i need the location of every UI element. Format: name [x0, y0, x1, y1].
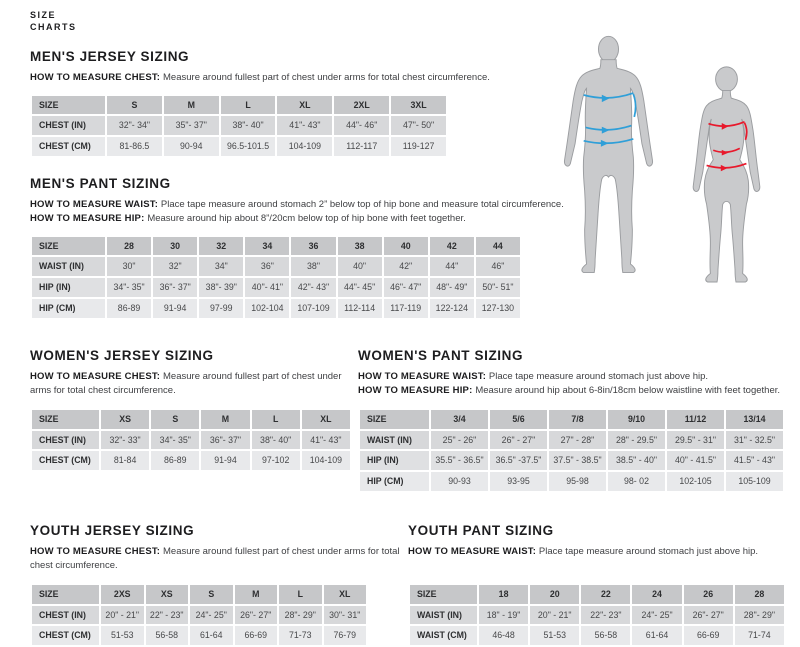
table-cell: 117-119 — [383, 298, 429, 319]
column-header: 18 — [478, 584, 529, 605]
table-cell: 42" — [383, 256, 429, 277]
male-silhouette — [556, 34, 661, 282]
measure-instructions — [408, 545, 786, 575]
size-column-header: SIZE — [31, 236, 106, 257]
section-youth-jersey — [30, 523, 408, 647]
table-cell: 34"- 35" — [150, 430, 200, 451]
table-row — [31, 450, 351, 471]
column-header: 5/6 — [489, 409, 548, 430]
table-cell: 86-89 — [150, 450, 200, 471]
table-cell: 90-93 — [430, 471, 489, 492]
female-head — [716, 67, 738, 92]
table-cell: 18" - 19" — [478, 605, 529, 626]
measure-instruction: HOW TO MEASURE WAIST: Place tape measure around stomach just above hip. — [408, 545, 759, 557]
section-title: WOMEN'S PANT SIZING — [358, 347, 524, 363]
table-cell: 48"- 49" — [429, 277, 475, 298]
table-cell: 104-109 — [276, 136, 333, 157]
measure-instruction: HOW TO MEASURE HIP: Measure around hip about 8”/20cm below top of hip bone with feet together. — [30, 213, 466, 225]
table-cell: 61-64 — [631, 625, 682, 646]
table-cell: 40"- 41" — [244, 277, 290, 298]
table-cell: 20" - 21" — [100, 605, 145, 626]
table-cell: 41"- 43" — [276, 115, 333, 136]
section-title: WOMEN'S JERSEY SIZING — [30, 347, 214, 363]
column-header: XL — [276, 95, 333, 116]
column-header: S — [106, 95, 163, 116]
table-cell: 91-94 — [152, 298, 198, 319]
table-cell: 32"- 33" — [100, 430, 150, 451]
row-label: CHEST (CM) — [31, 136, 106, 157]
table-cell: 38"- 39" — [198, 277, 244, 298]
size-table — [30, 408, 352, 472]
measure-instruction: HOW TO MEASURE CHEST: Measure around fullest part of chest under arms for total chest circumference. — [30, 370, 342, 396]
column-header: 9/10 — [607, 409, 666, 430]
table-cell: 28" - 29.5" — [607, 430, 666, 451]
column-header: S — [150, 409, 200, 430]
measure-instruction-label: HOW TO MEASURE WAIST: — [408, 545, 539, 557]
table-cell: 44"- 45" — [337, 277, 383, 298]
size-column-header: SIZE — [31, 95, 106, 116]
table-cell: 37.5" - 38.5" — [548, 450, 607, 471]
table-cell: 28"- 29" — [278, 605, 323, 626]
column-header: 32 — [198, 236, 244, 257]
table-cell: 22" - 23" — [145, 605, 190, 626]
female-body — [693, 91, 760, 282]
section-title: MEN'S JERSEY SIZING — [30, 49, 190, 65]
section-womens-pant — [358, 348, 785, 493]
page-title: SIZE CHARTS — [30, 10, 77, 32]
table-cell: 40" - 41.5" — [666, 450, 725, 471]
table-cell: 44"- 46" — [333, 115, 390, 136]
table-cell: 27" - 28" — [548, 430, 607, 451]
row-label: HIP (IN) — [359, 450, 430, 471]
column-header: 26 — [683, 584, 734, 605]
column-header: L — [251, 409, 301, 430]
size-column-header: SIZE — [359, 409, 430, 430]
table-cell: 50"- 51" — [475, 277, 521, 298]
row-label: HIP (CM) — [31, 298, 106, 319]
table-cell: 107-109 — [290, 298, 336, 319]
column-header: M — [163, 95, 220, 116]
measure-instruction: HOW TO MEASURE WAIST: Place tape measure around stomach just above hip. — [358, 370, 709, 382]
table-cell: 24"- 25" — [189, 605, 234, 626]
column-header: M — [200, 409, 250, 430]
table-cell: 46" — [475, 256, 521, 277]
table-row — [31, 256, 521, 277]
row-label: CHEST (IN) — [31, 605, 100, 626]
table-cell: 29.5" - 31" — [666, 430, 725, 451]
table-cell: 81-86.5 — [106, 136, 163, 157]
section-title: MEN'S PANT SIZING — [30, 176, 171, 192]
measure-instruction-label: HOW TO MEASURE CHEST: — [30, 545, 164, 557]
table-cell: 36"- 37" — [152, 277, 198, 298]
section-womens-jersey — [30, 348, 358, 493]
table-cell: 93-95 — [489, 471, 548, 492]
column-header: 20 — [529, 584, 580, 605]
row-label: HIP (IN) — [31, 277, 106, 298]
table-row — [31, 605, 367, 626]
table-cell: 26" - 27" — [489, 430, 548, 451]
table-cell: 32" — [152, 256, 198, 277]
measure-instruction-label: HOW TO MEASURE HIP: — [30, 213, 148, 225]
table-cell: 38" — [290, 256, 336, 277]
section-title: YOUTH JERSEY SIZING — [30, 522, 195, 538]
measure-instruction: HOW TO MEASURE HIP: Measure around hip about 6-8in/18cm below waistline with feet together. — [358, 384, 781, 396]
table-cell: 30"- 31" — [323, 605, 368, 626]
table-cell: 35"- 37" — [163, 115, 220, 136]
column-header: 38 — [337, 236, 383, 257]
column-header: XL — [323, 584, 368, 605]
column-header: L — [278, 584, 323, 605]
column-header: 30 — [152, 236, 198, 257]
column-header: M — [234, 584, 279, 605]
size-column-header: SIZE — [31, 409, 100, 430]
table-row — [31, 277, 521, 298]
table-cell: 42"- 43" — [290, 277, 336, 298]
table-cell: 56-58 — [580, 625, 631, 646]
table-cell: 71-73 — [278, 625, 323, 646]
table-cell: 56-58 — [145, 625, 190, 646]
column-header: XS — [145, 584, 190, 605]
column-header: XS — [100, 409, 150, 430]
section-title: YOUTH PANT SIZING — [408, 522, 554, 538]
table-cell: 61-64 — [189, 625, 234, 646]
size-table — [30, 583, 368, 647]
table-cell: 38"- 40" — [251, 430, 301, 451]
column-header: 22 — [580, 584, 631, 605]
table-cell: 24"- 25" — [631, 605, 682, 626]
measure-instruction-label: HOW TO MEASURE HIP: — [358, 384, 476, 396]
table-cell: 36.5" -37.5" — [489, 450, 548, 471]
male-head — [598, 36, 618, 62]
table-cell: 66-69 — [683, 625, 734, 646]
table-cell: 22"- 23" — [580, 605, 631, 626]
column-header: 7/8 — [548, 409, 607, 430]
table-cell: 40" — [337, 256, 383, 277]
table-cell: 34"- 35" — [106, 277, 152, 298]
male-body — [564, 60, 652, 273]
table-row — [359, 430, 784, 451]
column-header: 40 — [383, 236, 429, 257]
table-cell: 90-94 — [163, 136, 220, 157]
table-header-row — [31, 409, 351, 430]
column-header: 13/14 — [725, 409, 784, 430]
female-silhouette — [679, 64, 774, 282]
column-header: S — [189, 584, 234, 605]
table-container — [408, 583, 786, 647]
table-header-row — [409, 584, 785, 605]
row-label: WAIST (IN) — [359, 430, 430, 451]
row-label: WAIST (CM) — [409, 625, 478, 646]
table-header-row — [359, 409, 784, 430]
table-cell: 91-94 — [200, 450, 250, 471]
size-table — [408, 583, 786, 647]
column-header: 34 — [244, 236, 290, 257]
table-cell: 102-104 — [244, 298, 290, 319]
table-cell: 36" — [244, 256, 290, 277]
column-header: 2XS — [100, 584, 145, 605]
table-row — [409, 625, 785, 646]
table-cell: 119-127 — [390, 136, 447, 157]
table-row — [31, 298, 521, 319]
table-row — [31, 625, 367, 646]
table-cell: 102-105 — [666, 471, 725, 492]
row-label: WAIST (IN) — [31, 256, 106, 277]
table-cell: 66-69 — [234, 625, 279, 646]
table-cell: 28"- 29" — [734, 605, 785, 626]
column-header: 42 — [429, 236, 475, 257]
women-sections-row — [30, 347, 781, 493]
table-row — [31, 430, 351, 451]
table-cell: 30" — [106, 256, 152, 277]
measure-instruction: HOW TO MEASURE CHEST: Measure around fullest part of chest under arms for total chest circumference. — [30, 545, 400, 572]
measurement-figures — [556, 34, 774, 282]
table-cell: 46-48 — [478, 625, 529, 646]
row-label: CHEST (IN) — [31, 430, 100, 451]
table-cell: 41.5" - 43" — [725, 450, 784, 471]
measure-instructions — [358, 370, 785, 400]
table-cell: 71-74 — [734, 625, 785, 646]
table-cell: 51-53 — [100, 625, 145, 646]
column-header: 36 — [290, 236, 336, 257]
column-header: XL — [301, 409, 351, 430]
table-cell: 105-109 — [725, 471, 784, 492]
table-container — [358, 408, 785, 493]
column-header: 44 — [475, 236, 521, 257]
table-cell: 47"- 50" — [390, 115, 447, 136]
table-cell: 35.5" - 36.5" — [430, 450, 489, 471]
table-cell: 112-117 — [333, 136, 390, 157]
table-cell: 81-84 — [100, 450, 150, 471]
table-cell: 127-130 — [475, 298, 521, 319]
table-cell: 97-99 — [198, 298, 244, 319]
column-header: 3/4 — [430, 409, 489, 430]
measure-instruction-label: HOW TO MEASURE CHEST: — [30, 72, 164, 84]
table-row — [359, 471, 784, 492]
table-row — [31, 115, 447, 136]
table-cell: 26"- 27" — [234, 605, 279, 626]
table-cell: 25" - 26" — [430, 430, 489, 451]
row-label: CHEST (IN) — [31, 115, 106, 136]
table-cell: 98- 02 — [607, 471, 666, 492]
measure-instruction: HOW TO MEASURE WAIST: Place tape measure around stomach 2” below top of hip bone and measure total circumference. — [30, 199, 564, 211]
column-header: 11/12 — [666, 409, 725, 430]
table-cell: 32"- 34" — [106, 115, 163, 136]
row-label: WAIST (IN) — [409, 605, 478, 626]
table-cell: 26"- 27" — [683, 605, 734, 626]
table-cell: 38.5" - 40" — [607, 450, 666, 471]
table-cell: 41"- 43" — [301, 430, 351, 451]
table-cell: 46"- 47" — [383, 277, 429, 298]
table-row — [31, 136, 447, 157]
row-label: HIP (CM) — [359, 471, 430, 492]
table-cell: 76-79 — [323, 625, 368, 646]
table-cell: 97-102 — [251, 450, 301, 471]
column-header: 3XL — [390, 95, 447, 116]
size-table — [30, 94, 448, 158]
table-cell: 96.5-101.5 — [220, 136, 277, 157]
table-cell: 51-53 — [529, 625, 580, 646]
column-header: 2XL — [333, 95, 390, 116]
table-container — [30, 583, 408, 647]
size-table — [30, 235, 522, 320]
measure-instruction-label: HOW TO MEASURE WAIST: — [358, 370, 489, 382]
column-header: L — [220, 95, 277, 116]
table-header-row — [31, 95, 447, 116]
column-header: 24 — [631, 584, 682, 605]
column-header: 28 — [734, 584, 785, 605]
table-cell: 20" - 21" — [529, 605, 580, 626]
table-cell: 31" - 32.5" — [725, 430, 784, 451]
size-column-header: SIZE — [409, 584, 478, 605]
measure-instruction: HOW TO MEASURE CHEST: Measure around fullest part of chest under arms for total chest circumference. — [30, 72, 490, 84]
table-header-row — [31, 584, 367, 605]
table-cell: 86-89 — [106, 298, 152, 319]
table-cell: 112-114 — [337, 298, 383, 319]
table-container — [30, 408, 358, 472]
measure-instructions — [30, 370, 358, 400]
measure-instruction-label: HOW TO MEASURE WAIST: — [30, 199, 161, 211]
measure-instruction-label: HOW TO MEASURE CHEST: — [30, 370, 164, 382]
table-row — [409, 605, 785, 626]
youth-sections-row — [30, 522, 775, 647]
size-column-header: SIZE — [31, 584, 100, 605]
table-cell: 44" — [429, 256, 475, 277]
column-header: 28 — [106, 236, 152, 257]
table-cell: 95-98 — [548, 471, 607, 492]
measure-instructions — [30, 545, 408, 575]
table-row — [359, 450, 784, 471]
row-label: CHEST (CM) — [31, 450, 100, 471]
table-cell: 104-109 — [301, 450, 351, 471]
table-cell: 36"- 37" — [200, 430, 250, 451]
table-cell: 122-124 — [429, 298, 475, 319]
section-youth-pant — [408, 523, 786, 647]
table-cell: 34" — [198, 256, 244, 277]
table-cell: 38"- 40" — [220, 115, 277, 136]
row-label: CHEST (CM) — [31, 625, 100, 646]
table-header-row — [31, 236, 521, 257]
size-table — [358, 408, 785, 493]
